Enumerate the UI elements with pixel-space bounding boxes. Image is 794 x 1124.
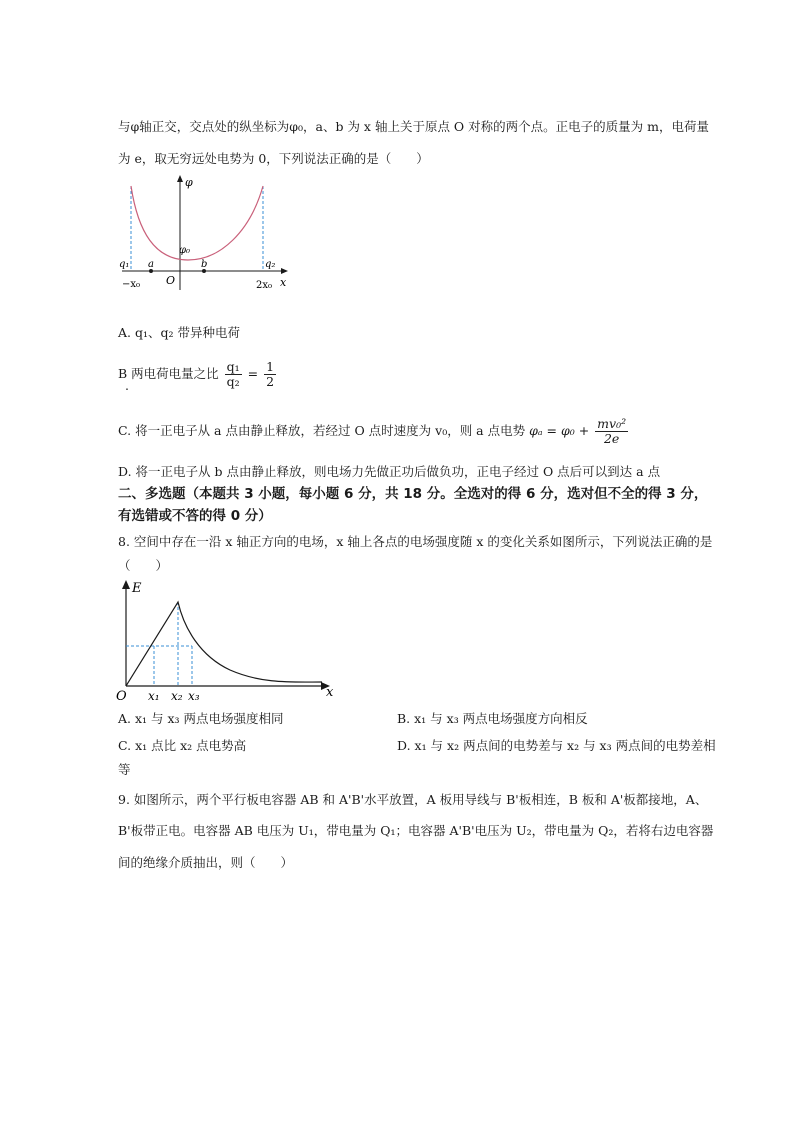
q7-option-c-text: C. 将一正电子从 a 点由静止释放，若经过 O 点时速度为 v₀，则 a 点电势 xyxy=(118,423,526,438)
q7-option-b-half xyxy=(264,360,276,389)
q8-text-line-2: （ ） xyxy=(118,558,169,573)
x3-label: x₃ xyxy=(188,689,200,703)
q7-option-c-fraction xyxy=(595,417,628,446)
phi0-label: φ₀ xyxy=(179,245,191,256)
q8-option-b: B. x₁ 与 x₃ 两点电场强度方向相反 xyxy=(397,711,588,726)
phi-axis-arrow xyxy=(177,175,183,182)
section-header-line-1: 二、多选题（本题共 3 小题，每小题 6 分，共 18 分。全选对的得 6 分，选对但不全的得 3 分， xyxy=(118,486,708,502)
q8-option-d: D. x₁ 与 x₂ 两点间的电势差与 x₂ 与 x₃ 两点间的电势差相 xyxy=(397,738,716,753)
two-x0-label: 2x₀ xyxy=(256,280,273,291)
x2-label: x₂ xyxy=(171,689,183,703)
q8-field-graph xyxy=(112,576,342,706)
section-header-line-2: 有选错或不答的得 0 分） xyxy=(118,508,272,524)
x-axis-arrow xyxy=(281,268,288,274)
x-axis-label: x xyxy=(326,685,334,700)
q7-option-b-den: q₂ xyxy=(226,374,240,389)
q8-option-a: A. x₁ 与 x₃ 两点电场强度相同 xyxy=(118,711,284,726)
field-curve xyxy=(126,602,322,686)
q1-label: q₁ xyxy=(119,259,130,270)
potential-curve xyxy=(131,186,263,260)
q7-option-b-equals: = xyxy=(247,366,259,381)
e-axis-arrow xyxy=(122,580,130,589)
q7-option-c-formula-lhs: φₐ = φ₀ + xyxy=(529,423,590,438)
q2-label: q₂ xyxy=(265,259,276,270)
neg-x0-label: −x₀ xyxy=(122,279,141,290)
x1-label: x₁ xyxy=(148,689,160,703)
q7-option-d: D. 将一正电子从 b 点由静止释放，则电场力先做正功后做负功，正电子经过 O 点后可以到达 a 点 xyxy=(118,464,661,479)
q7-option-c-den: 2e xyxy=(603,431,620,446)
q7-option-c-num: mv₀² xyxy=(597,416,627,431)
x-axis-label: x xyxy=(280,276,287,289)
q7-option-c xyxy=(118,415,630,447)
q7-option-b-half-num: 1 xyxy=(266,359,275,374)
q7-option-b-half-den: 2 xyxy=(266,374,275,389)
origin-label: O xyxy=(166,274,176,287)
q7-text-line-2: 为 e，取无穷远处电势为 0，下列说法正确的是（ ） xyxy=(118,151,429,166)
q7-option-b xyxy=(118,358,278,390)
e-axis-label: E xyxy=(132,581,142,596)
q9-text-line-1: 9. 如图所示，两个平行板电容器 AB 和 A'B'水平放置，A 板用导线与 B'板相连，B 板和 A'板都接地，A、 xyxy=(118,792,708,807)
q7-option-b-num: q₁ xyxy=(226,359,240,374)
q9-text-line-3: 间的绝缘介质抽出，则（ ） xyxy=(118,855,294,870)
q7-option-a: A. q₁、q₂ 带异种电荷 xyxy=(118,325,240,340)
q8-option-c: C. x₁ 点比 x₂ 点电势高 xyxy=(118,738,247,753)
phi-axis-label: φ xyxy=(185,176,193,189)
q7-potential-graph xyxy=(110,172,310,296)
q7-option-b-ratio xyxy=(225,360,242,389)
q8-option-d-continued: 等 xyxy=(118,762,131,777)
q7-text-line-1: 与φ轴正交，交点处的纵坐标为φ₀，a、b 为 x 轴上关于原点 O 对称的两个点。正电子的质量为 m，电荷量 xyxy=(118,119,709,134)
a-label: a xyxy=(148,259,154,270)
q7-option-b-dot: . xyxy=(125,378,129,393)
q8-text-line-1: 8. 空间中存在一沿 x 轴正方向的电场，x 轴上各点的电场强度随 x 的变化关系如图所示，下列说法正确的是 xyxy=(118,534,713,549)
q9-text-line-2: B'板带正电。电容器 AB 电压为 U₁，带电量为 Q₁；电容器 A'B'电压为 U₂，带电量为 Q₂，若将右边电容器 xyxy=(118,823,714,838)
b-label: b xyxy=(201,259,208,270)
q7-option-b-text: B 两电荷电量之比 xyxy=(118,366,219,381)
origin-label: O xyxy=(116,689,127,704)
